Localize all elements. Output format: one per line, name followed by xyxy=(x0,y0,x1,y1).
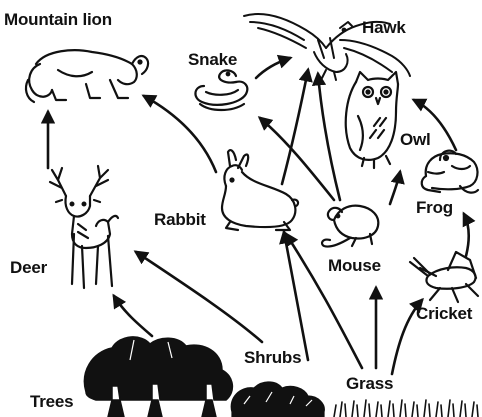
arrows xyxy=(48,58,469,374)
deer-drawing xyxy=(50,166,118,288)
label-hawk: Hawk xyxy=(362,18,406,37)
owl-drawing xyxy=(346,72,398,168)
label-snake: Snake xyxy=(188,50,238,69)
grass-drawing xyxy=(334,400,478,417)
label-deer: Deer xyxy=(10,258,48,277)
arrow-snake-to-hawk xyxy=(256,58,290,78)
label-grass: Grass xyxy=(346,374,394,393)
mountain-lion-drawing xyxy=(26,50,148,102)
arrow-cricket-to-frog xyxy=(464,214,469,256)
shrubs-drawing xyxy=(231,382,324,417)
arrow-rabbit-to-hawk xyxy=(282,70,308,184)
label-cricket: Cricket xyxy=(416,304,473,323)
cricket-drawing xyxy=(410,252,478,302)
arrow-trees-to-deer xyxy=(114,296,152,336)
label-mountain-lion: Mountain lion xyxy=(4,10,112,29)
label-trees: Trees xyxy=(30,392,74,411)
arrow-mouse-to-hawk xyxy=(318,74,340,200)
arrow-mouse-to-owl xyxy=(390,172,400,204)
trees-drawing xyxy=(84,337,232,417)
label-shrubs: Shrubs xyxy=(244,348,302,367)
frog-drawing xyxy=(422,151,478,193)
mouse-drawing xyxy=(322,206,378,247)
label-frog: Frog xyxy=(416,198,453,217)
label-mouse: Mouse xyxy=(328,256,381,275)
label-owl: Owl xyxy=(400,130,431,149)
snake-drawing xyxy=(195,70,247,110)
arrow-shrubs-to-deer xyxy=(136,252,262,342)
label-rabbit: Rabbit xyxy=(154,210,206,229)
